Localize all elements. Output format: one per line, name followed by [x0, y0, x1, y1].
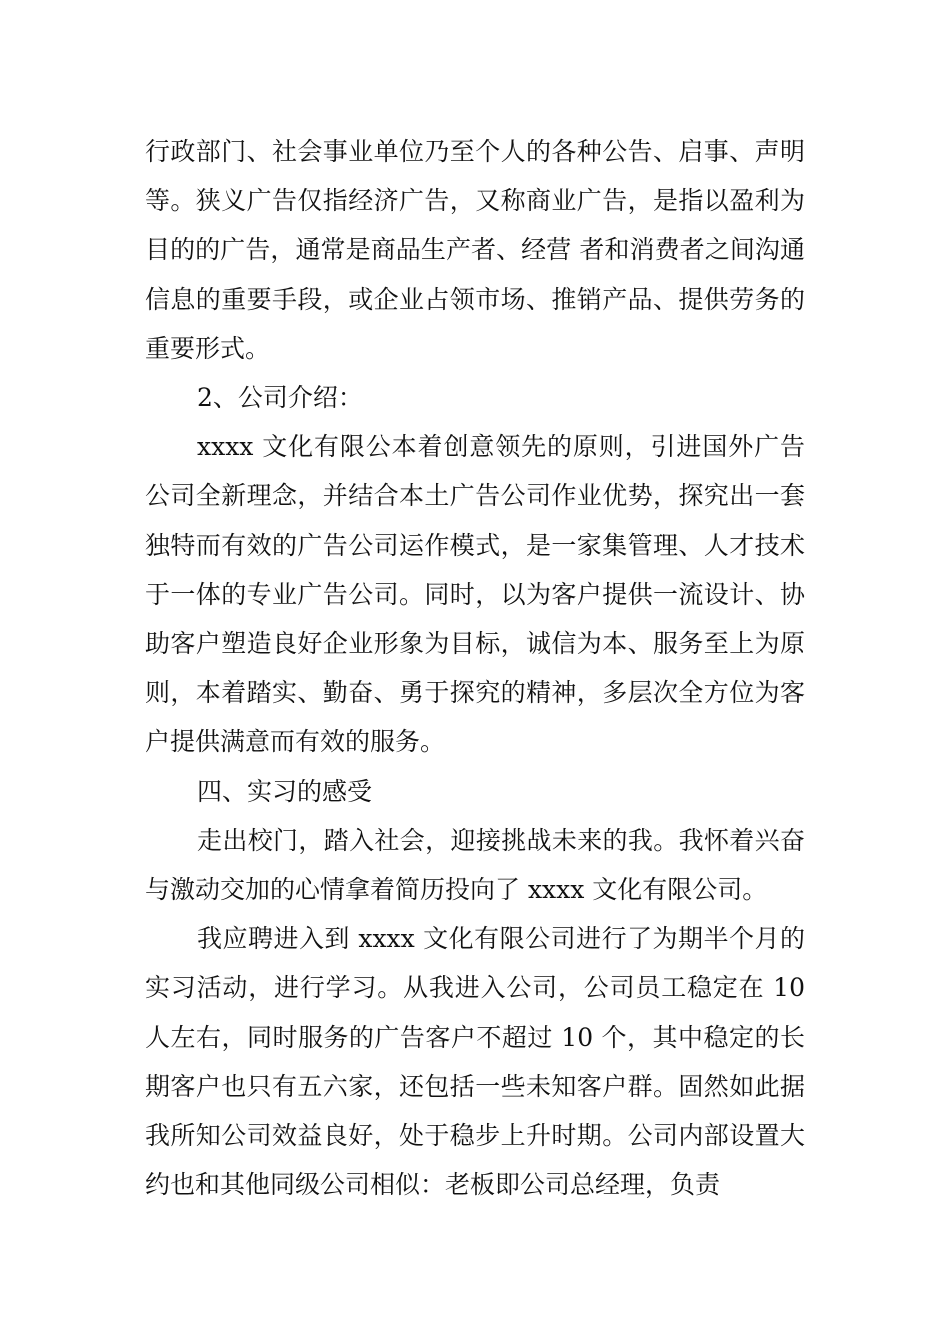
paragraph-company-intro: xxxx 文化有限公本着创意领先的原则，引进国外广告公司全新理念，并结合本土广告公司作业优势，探究出一套独特而有效的广告公司运作模式，是一家集管理、人才技术于一体的专业广告公司。同时，以为客户提供一流设计、协助客户塑造良好企业形象为目标，诚信为本、服务至上为原则，本着踏实、勤奋、勇于探究的精神，多层次全方位为客户提供满意而有效的服务。	[145, 432, 805, 757]
paragraph-leaving-school: 走出校门，踏入社会，迎接挑战未来的我。我怀着兴奋与激动交加的心情拿着简历投向了 xxxx 文化有限公司。	[145, 825, 805, 905]
paragraph-internship-details: 我应聘进入到 xxxx 文化有限公司进行了为期半个月的实习活动，进行学习。从我进入公司，公司员工稳定在 10 人左右，同时服务的广告客户不超过 10 个，其中稳定的长期客户也只有五六家，还包括一些未知客户群。固然如此据我所知公司效益良好，处于稳步上升时期。公司内部设置大约也和其他同级公司相似：老板即公司总经理，负责	[145, 924, 805, 1200]
section-heading-internship-feelings: 四、实习的感受	[197, 776, 373, 806]
section-heading-company-intro: 2、公司介绍：	[197, 383, 363, 413]
document-body	[145, 127, 805, 1209]
paragraph-continuation: 行政部门、社会事业单位乃至个人的各种公告、启事、声明等。狭义广告仅指经济广告，又称商业广告，是指以盈利为目的的广告，通常是商品生产者、经营 者和消费者之间沟通信息的重要手段，或企业占领市场、推销产品、提供劳务的重要形式。	[145, 137, 805, 363]
